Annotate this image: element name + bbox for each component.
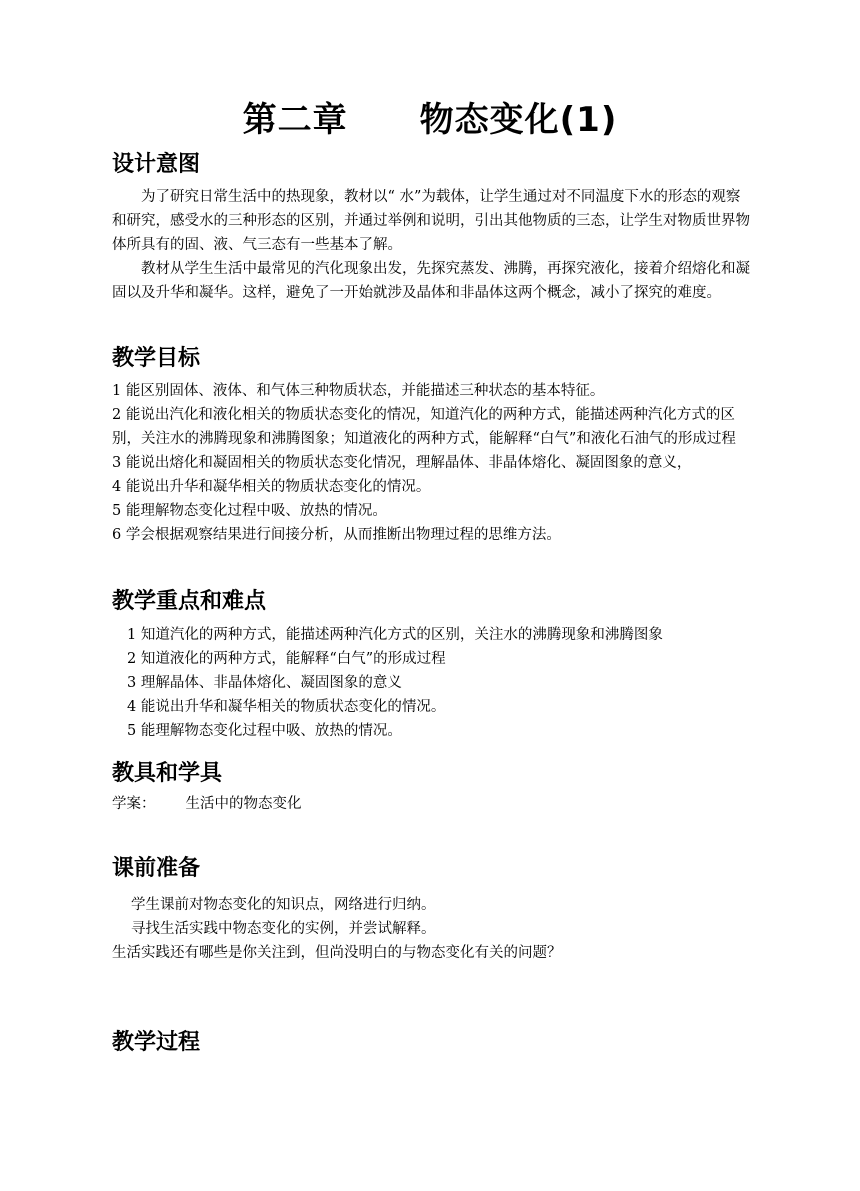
prep-heading: 课前准备	[112, 856, 201, 881]
design-paragraph-1: 为了研究日常生活中的热现象，教材以“ 水”为载体，让学生通过对不同温度下水的形态的观察和研究，感受水的三种形态的区别，并通过举例和说明，引出其他物质的三态，让学生对物质世界物体所具有的固、液、气三态有一些基本了解。	[112, 189, 750, 253]
keypoint-item: 2 知道液化的两种方式，能解释“白气”的形成过程	[127, 651, 446, 667]
goal-item: 1 能区别固体、液体、和气体三种物质状态，并能描述三种状态的基本特征。	[112, 383, 605, 399]
page-title	[0, 92, 860, 141]
goal-item: 4 能说出升华和凝华相关的物质状态变化的情况。	[112, 479, 431, 495]
prep-line: 寻找生活实践中物态变化的实例，并尝试解释。	[131, 921, 436, 937]
design-heading: 设计意图	[112, 152, 201, 177]
goal-item: 6 学会根据观察结果进行间接分析，从而推断出物理过程的思维方法。	[112, 527, 561, 543]
design-section	[112, 185, 752, 305]
design-paragraph-2: 教材从学生生活中最常见的汽化现象出发，先探究蒸发、沸腾，再探究液化，接着介绍熔化和凝固以及升华和凝华。这样，避免了一开始就涉及晶体和非晶体这两个概念，减小了探究的难度。	[112, 261, 750, 301]
tools-line	[112, 792, 752, 816]
process-heading: 教学过程	[112, 1030, 201, 1055]
keypoint-item: 3 理解晶体、非晶体熔化、凝固图象的意义	[127, 675, 402, 691]
goal-item: 5 能理解物态变化过程中吸、放热的情况。	[112, 503, 387, 519]
goals-heading: 教学目标	[112, 346, 201, 371]
keypoint-item: 5 能理解物态变化过程中吸、放热的情况。	[127, 723, 402, 739]
keypoint-item: 4 能说出升华和凝华相关的物质状态变化的情况。	[127, 699, 446, 715]
keypoint-item: 1 知道汽化的两种方式，能描述两种汽化方式的区别，关注水的沸腾现象和沸腾图象	[127, 627, 663, 643]
chapter-number: 第二章	[242, 100, 348, 140]
goals-list	[112, 379, 752, 547]
keypoints-list	[112, 623, 752, 743]
tools-heading: 教具和学具	[112, 761, 223, 786]
prep-line: 生活实践还有哪些是你关注到，但尚没明白的与物态变化有关的问题？	[112, 945, 562, 961]
tools-label: 学案：	[112, 796, 156, 812]
goal-item: 3 能说出熔化和凝固相关的物质状态变化情况，理解晶体、非晶体熔化、凝固图象的意义，	[112, 455, 692, 471]
keypoints-heading: 教学重点和难点	[112, 589, 267, 614]
chapter-title: 物态变化(1)	[419, 100, 618, 140]
tools-value: 生活中的物态变化	[185, 796, 302, 812]
prep-list	[112, 893, 752, 965]
goal-item: 2 能说出汽化和液化相关的物质状态变化的情况，知道汽化的两种方式，能描述两种汽化方式的区别，关注水的沸腾现象和沸腾图象；知道液化的两种方式，能解释“白气”和液化石油气的形成过程	[112, 407, 736, 447]
prep-line: 学生课前对物态变化的知识点，网络进行归纳。	[131, 897, 436, 913]
